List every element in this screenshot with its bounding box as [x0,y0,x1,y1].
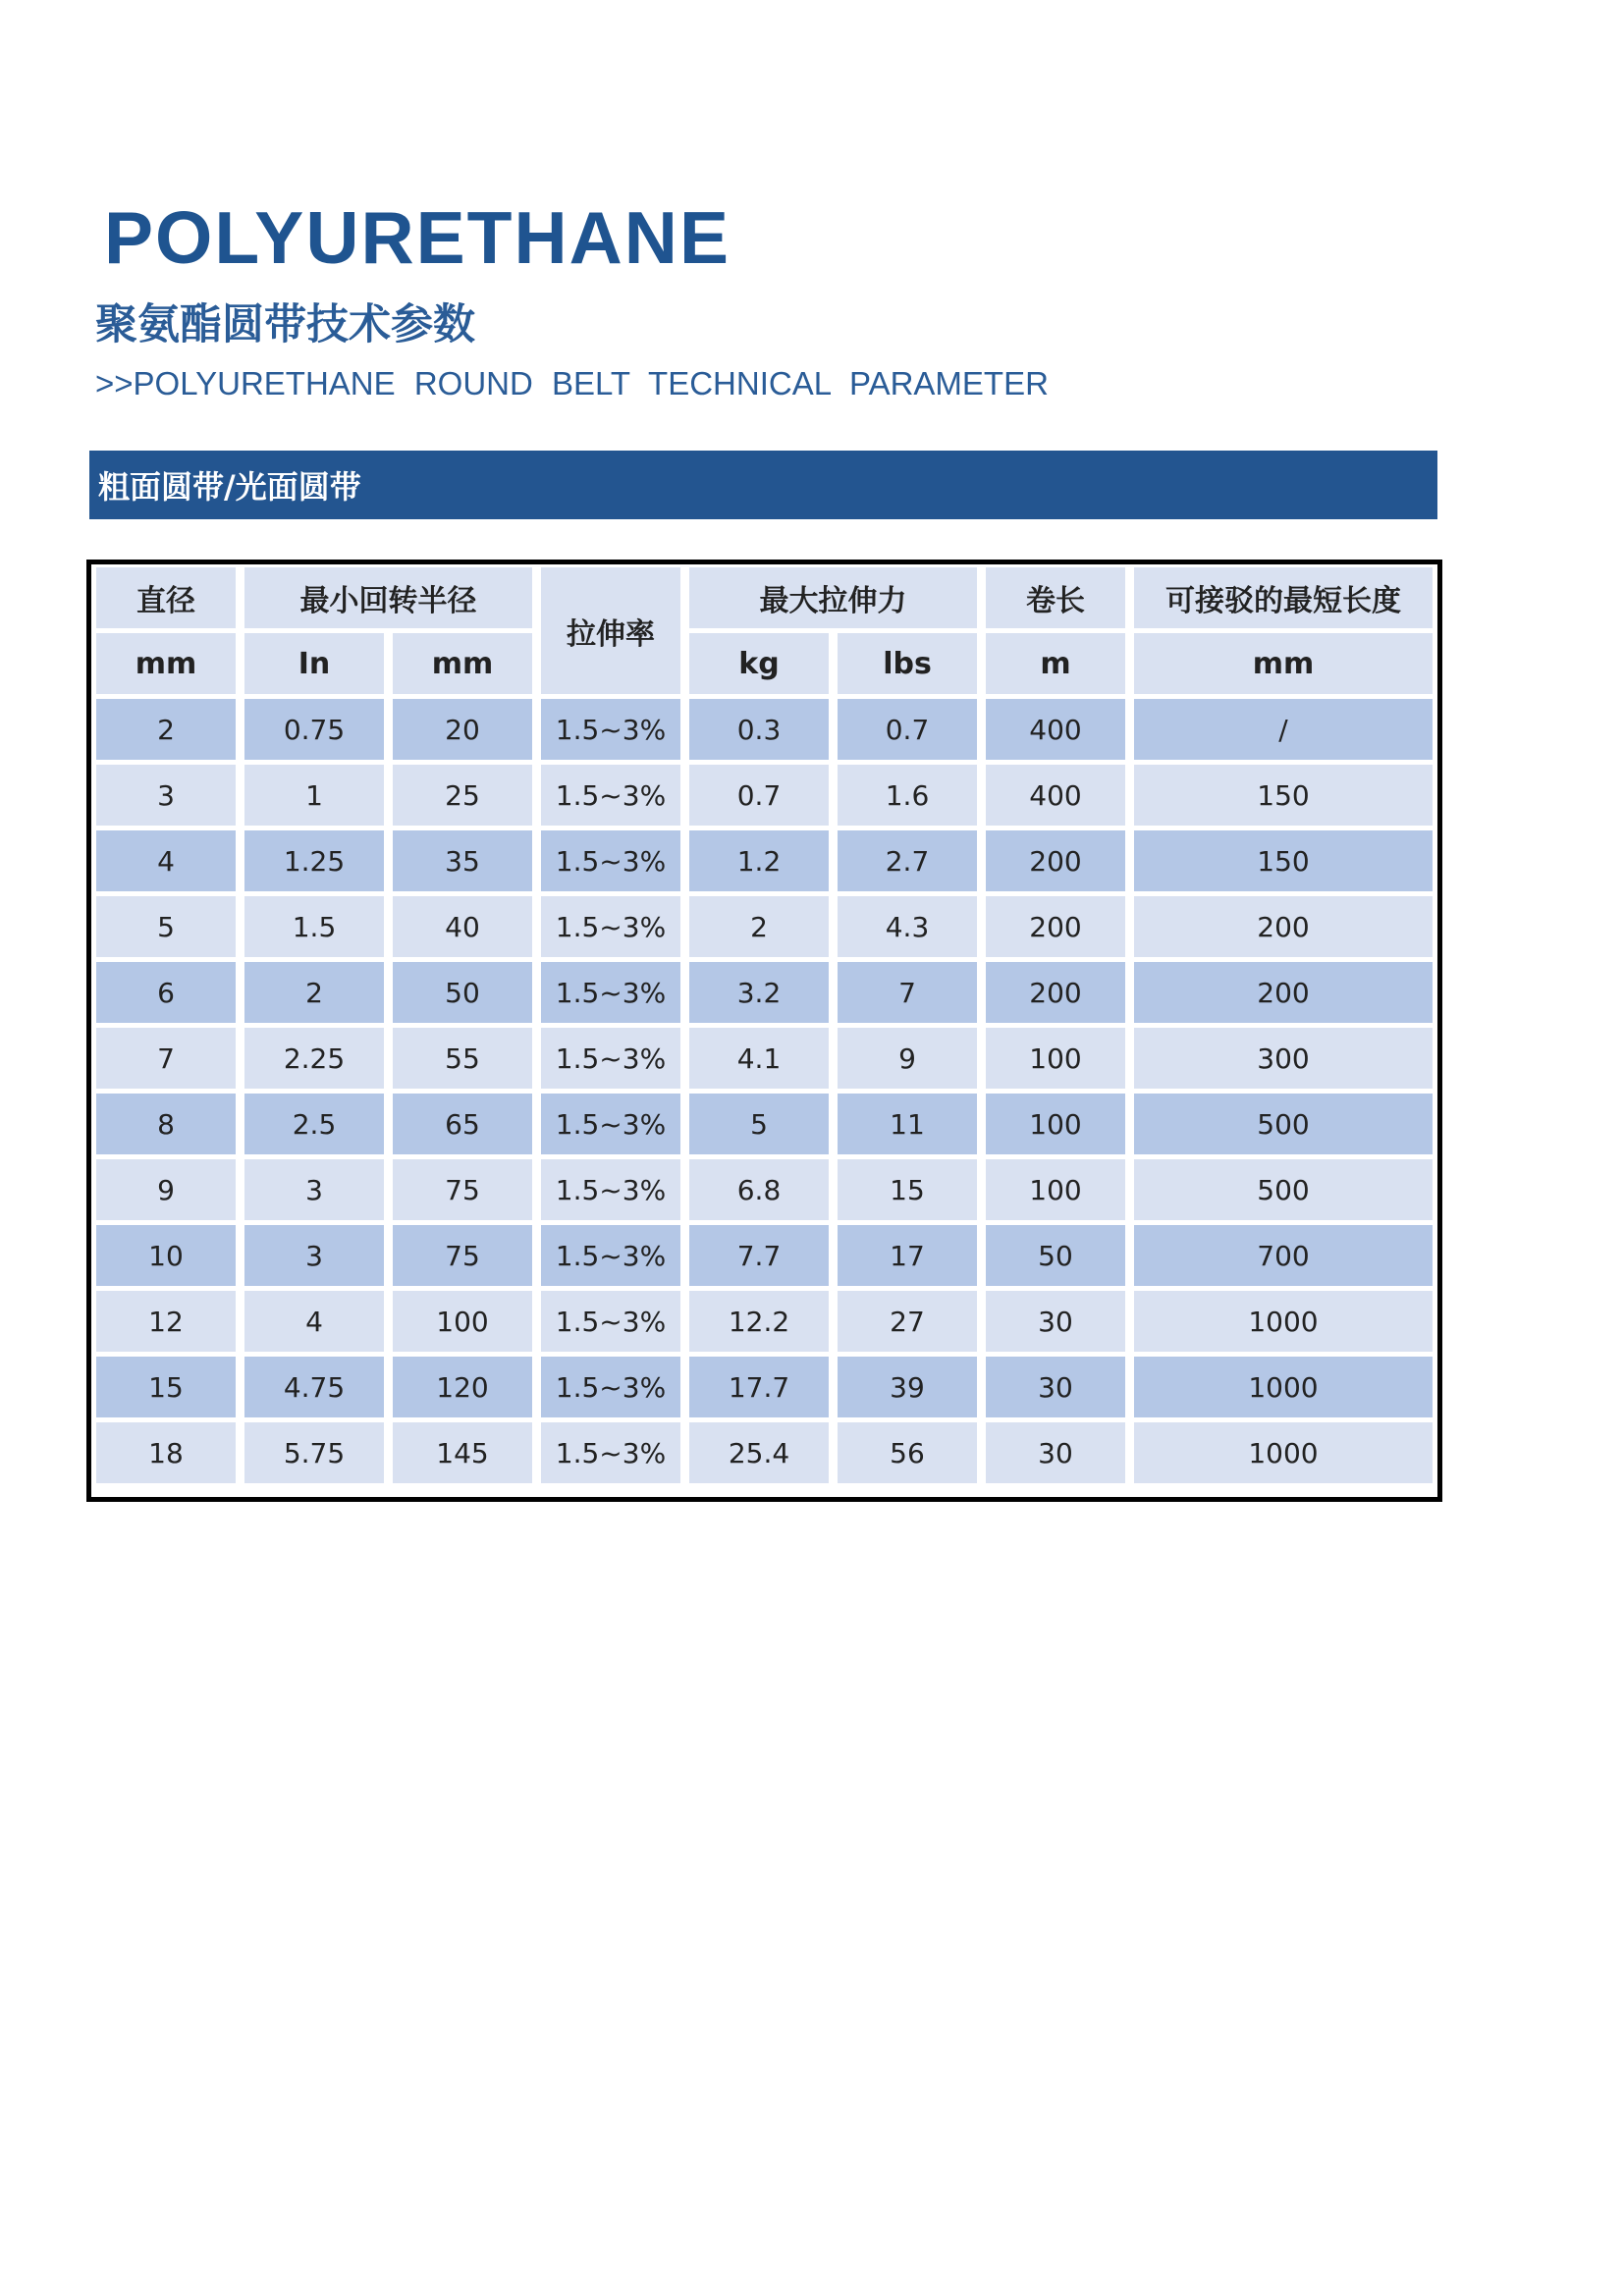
cell-radius-mm: 145 [393,1422,532,1483]
cell-tensile-kg: 7.7 [689,1225,829,1286]
table-row [96,1159,1433,1220]
cell-radius-in: 1.25 [244,830,384,891]
table-row [96,830,1433,891]
cell-elongation: 1.5~3% [541,830,680,891]
cell-splice-mm: 150 [1134,830,1433,891]
cell-diameter-mm: 3 [96,765,236,826]
cell-tensile-kg: 0.7 [689,765,829,826]
cell-radius-mm: 120 [393,1357,532,1417]
unit-radius-in: In [244,633,384,694]
unit-radius-mm: mm [393,633,532,694]
cell-elongation: 1.5~3% [541,765,680,826]
header-min-splice-length: 可接驳的最短长度 [1134,567,1433,628]
unit-splice-mm: mm [1134,633,1433,694]
header-diameter: 直径 [96,567,236,628]
header-row-units [96,633,1433,694]
cell-splice-mm: 1000 [1134,1422,1433,1483]
cell-elongation: 1.5~3% [541,962,680,1023]
table-row [96,1028,1433,1089]
cell-elongation: 1.5~3% [541,896,680,957]
unit-roll-m: m [986,633,1125,694]
cell-roll-m: 400 [986,765,1125,826]
cell-radius-mm: 75 [393,1225,532,1286]
cell-roll-m: 30 [986,1357,1125,1417]
cell-tensile-kg: 6.8 [689,1159,829,1220]
unit-tensile-kg: kg [689,633,829,694]
header-roll-length: 卷长 [986,567,1125,628]
cell-radius-in: 3 [244,1225,384,1286]
header-row-top [96,567,1433,628]
cell-radius-mm: 50 [393,962,532,1023]
cell-diameter-mm: 9 [96,1159,236,1220]
cell-diameter-mm: 8 [96,1094,236,1154]
table-row [96,1094,1433,1154]
cell-radius-mm: 40 [393,896,532,957]
cell-tensile-lbs: 1.6 [838,765,977,826]
cell-diameter-mm: 5 [96,896,236,957]
cell-diameter-mm: 6 [96,962,236,1023]
cell-tensile-lbs: 17 [838,1225,977,1286]
cell-diameter-mm: 7 [96,1028,236,1089]
spec-table [87,562,1441,1488]
cell-roll-m: 100 [986,1159,1125,1220]
table-row [96,1291,1433,1352]
cell-roll-m: 200 [986,896,1125,957]
cell-diameter-mm: 10 [96,1225,236,1286]
cell-tensile-kg: 25.4 [689,1422,829,1483]
cell-tensile-kg: 4.1 [689,1028,829,1089]
cell-tensile-lbs: 9 [838,1028,977,1089]
table-row [96,699,1433,760]
cell-radius-mm: 100 [393,1291,532,1352]
unit-diameter-mm: mm [96,633,236,694]
cell-tensile-kg: 3.2 [689,962,829,1023]
cell-roll-m: 400 [986,699,1125,760]
cell-roll-m: 200 [986,962,1125,1023]
unit-tensile-lbs: lbs [838,633,977,694]
cell-splice-mm: 700 [1134,1225,1433,1286]
cell-roll-m: 50 [986,1225,1125,1286]
table-row [96,1422,1433,1483]
table-row [96,1357,1433,1417]
cell-tensile-kg: 2 [689,896,829,957]
cell-elongation: 1.5~3% [541,699,680,760]
page-title: POLYURETHANE [104,196,731,279]
cell-splice-mm: 500 [1134,1159,1433,1220]
cell-elongation: 1.5~3% [541,1225,680,1286]
cell-tensile-lbs: 4.3 [838,896,977,957]
cell-radius-in: 4 [244,1291,384,1352]
cell-roll-m: 100 [986,1094,1125,1154]
cell-tensile-lbs: 0.7 [838,699,977,760]
cell-roll-m: 200 [986,830,1125,891]
cell-splice-mm: 200 [1134,896,1433,957]
cn-subtitle: 聚氨酯圆带技术参数 [95,300,475,349]
cell-tensile-lbs: 7 [838,962,977,1023]
table-row [96,765,1433,826]
cell-splice-mm: 200 [1134,962,1433,1023]
cell-diameter-mm: 18 [96,1422,236,1483]
cell-tensile-lbs: 27 [838,1291,977,1352]
cell-radius-in: 1.5 [244,896,384,957]
cell-tensile-kg: 17.7 [689,1357,829,1417]
spec-table-frame [86,560,1442,1502]
cell-radius-mm: 65 [393,1094,532,1154]
cell-radius-in: 2.25 [244,1028,384,1089]
cell-elongation: 1.5~3% [541,1094,680,1154]
cell-splice-mm: 1000 [1134,1357,1433,1417]
cell-splice-mm: 1000 [1134,1291,1433,1352]
cell-radius-mm: 55 [393,1028,532,1089]
cell-radius-mm: 20 [393,699,532,760]
cell-radius-in: 2.5 [244,1094,384,1154]
cell-radius-in: 5.75 [244,1422,384,1483]
cell-splice-mm: 300 [1134,1028,1433,1089]
cell-tensile-lbs: 2.7 [838,830,977,891]
cell-diameter-mm: 2 [96,699,236,760]
cell-tensile-lbs: 39 [838,1357,977,1417]
cell-tensile-kg: 12.2 [689,1291,829,1352]
cell-elongation: 1.5~3% [541,1028,680,1089]
cell-roll-m: 30 [986,1291,1125,1352]
cell-radius-in: 1 [244,765,384,826]
cell-radius-in: 2 [244,962,384,1023]
header-max-tensile: 最大拉伸力 [689,567,977,628]
cell-elongation: 1.5~3% [541,1422,680,1483]
cell-radius-in: 0.75 [244,699,384,760]
cell-elongation: 1.5~3% [541,1159,680,1220]
cell-radius-in: 3 [244,1159,384,1220]
en-subtitle: >>POLYURETHANE ROUND BELT TECHNICAL PARAMETER [95,365,1049,401]
cell-radius-in: 4.75 [244,1357,384,1417]
cell-tensile-lbs: 15 [838,1159,977,1220]
header-min-bend-radius: 最小回转半径 [244,567,532,628]
cell-tensile-lbs: 56 [838,1422,977,1483]
cell-roll-m: 100 [986,1028,1125,1089]
cell-tensile-kg: 0.3 [689,699,829,760]
cell-tensile-lbs: 11 [838,1094,977,1154]
cell-splice-mm: 150 [1134,765,1433,826]
table-row [96,962,1433,1023]
header-elongation: 拉伸率 [541,567,680,694]
cell-tensile-kg: 5 [689,1094,829,1154]
cell-radius-mm: 35 [393,830,532,891]
cell-roll-m: 30 [986,1422,1125,1483]
table-row [96,896,1433,957]
cell-splice-mm: 500 [1134,1094,1433,1154]
cell-diameter-mm: 12 [96,1291,236,1352]
cell-radius-mm: 75 [393,1159,532,1220]
cell-radius-mm: 25 [393,765,532,826]
table-row [96,1225,1433,1286]
spec-table-body [96,699,1433,1483]
cell-elongation: 1.5~3% [541,1357,680,1417]
cell-diameter-mm: 4 [96,830,236,891]
cell-tensile-kg: 1.2 [689,830,829,891]
section-label: 粗面圆带/光面圆带 [98,468,361,506]
section-bar [89,451,1437,519]
cell-elongation: 1.5~3% [541,1291,680,1352]
cell-diameter-mm: 15 [96,1357,236,1417]
cell-splice-mm: / [1134,699,1433,760]
